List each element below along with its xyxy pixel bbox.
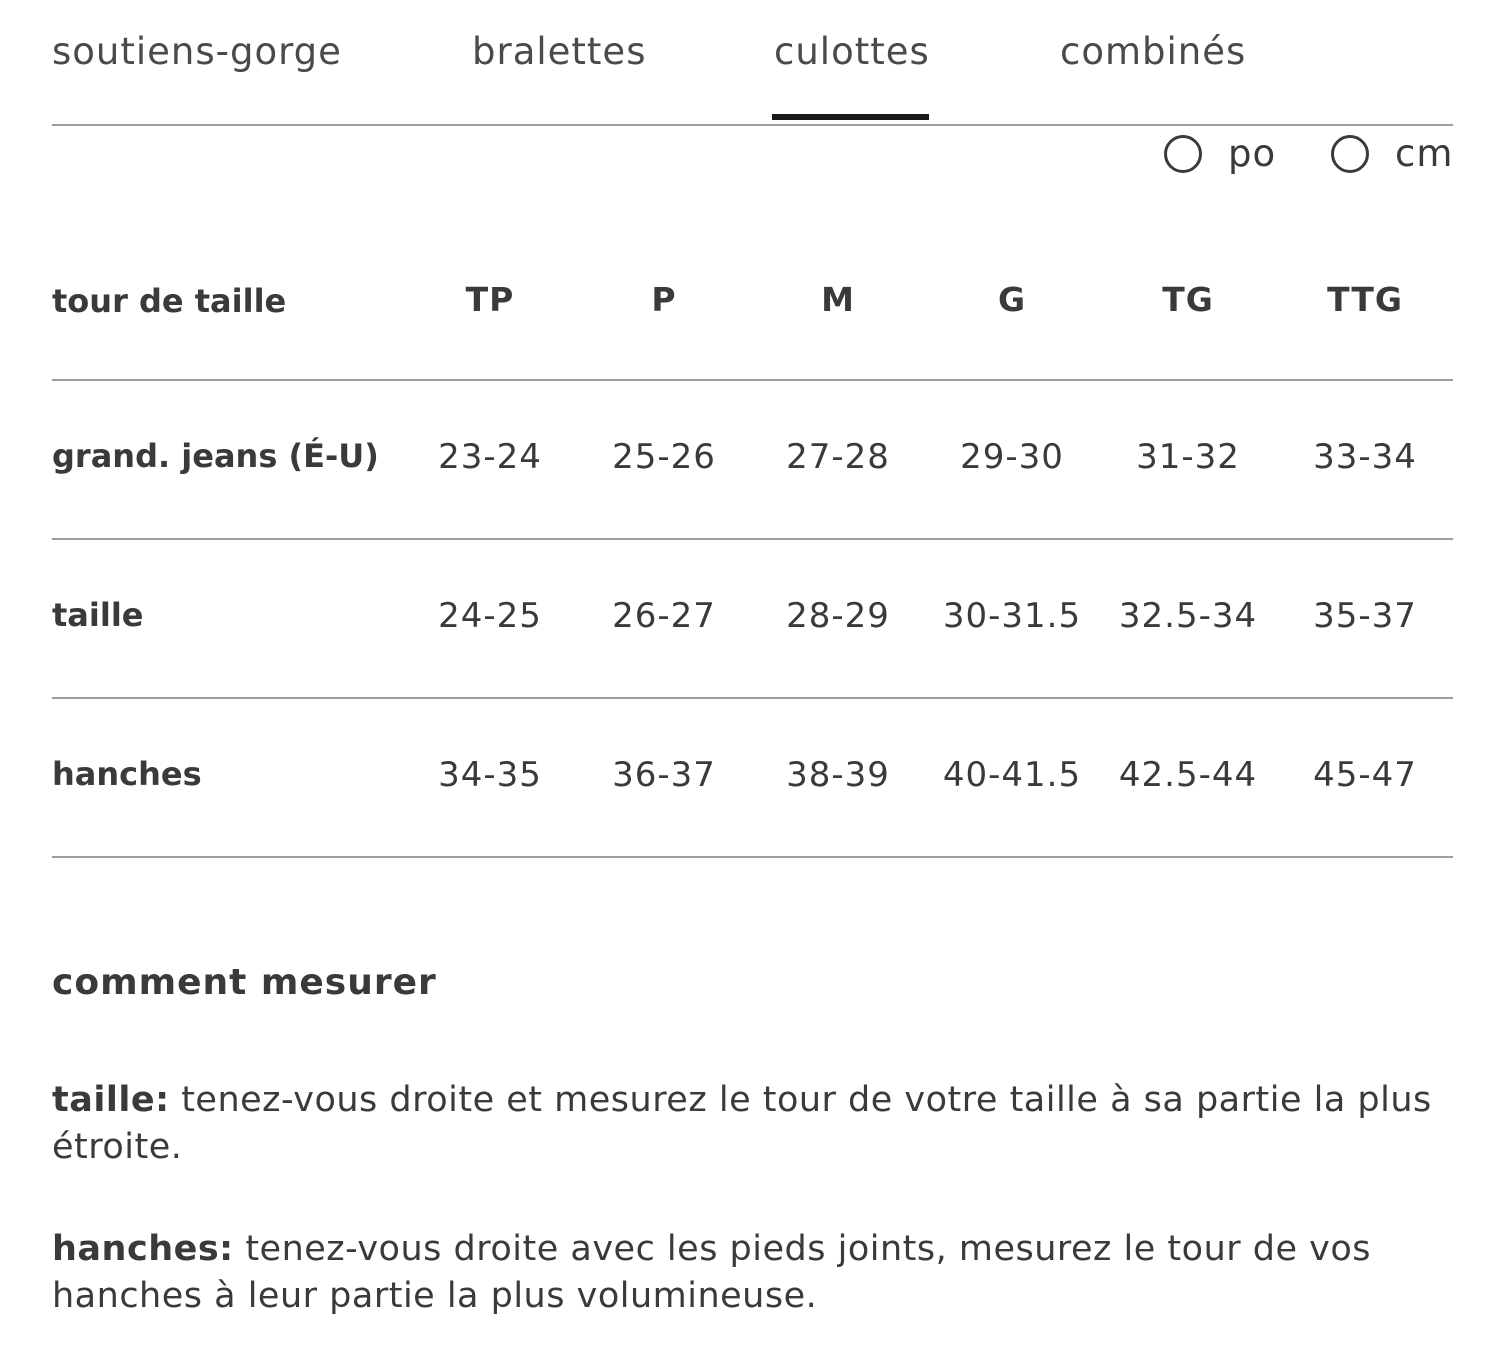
unit-option-po[interactable]	[1164, 132, 1276, 175]
size-header: G	[997, 280, 1027, 319]
unit-option-cm[interactable]	[1331, 132, 1453, 175]
table-row	[52, 540, 1453, 699]
waist-term: taille:	[52, 1080, 170, 1120]
table-row	[52, 381, 1453, 540]
table-cell: 27-28	[786, 437, 890, 477]
hips-text: tenez-vous droite avec les pieds joints, mesurez le tour de vos hanches à leur partie la plus volumineuse.	[52, 1229, 1372, 1316]
table-cell: 45-47	[1313, 755, 1417, 795]
radio-po[interactable]	[1164, 135, 1202, 173]
table-cell: 24-25	[438, 596, 542, 636]
table-cell: 36-37	[612, 755, 716, 795]
table-cell: 42.5-44	[1118, 755, 1258, 795]
row-label-hanches: hanches	[52, 755, 202, 793]
category-tabs	[52, 0, 1453, 126]
table-cell: 38-39	[786, 755, 890, 795]
table-cell: 28-29	[786, 596, 890, 636]
unit-label-cm: cm	[1395, 132, 1454, 175]
header-label: tour de taille	[52, 282, 287, 320]
size-header: TP	[465, 280, 515, 319]
hips-instruction	[52, 1226, 1452, 1320]
waist-text: tenez-vous droite et mesurez le tour de votre taille à sa partie la plus étroite.	[52, 1080, 1432, 1167]
table-cell: 30-31.5	[942, 596, 1082, 636]
size-header: TG	[1162, 280, 1214, 319]
radio-cm[interactable]	[1331, 135, 1369, 173]
size-chart-table	[52, 222, 1453, 858]
active-tab-underline	[772, 114, 929, 120]
table-row	[52, 699, 1453, 858]
table-cell: 31-32	[1136, 437, 1240, 477]
row-label-jeans: grand. jeans (É-U)	[52, 437, 379, 475]
table-cell: 35-37	[1313, 596, 1417, 636]
table-cell: 34-35	[438, 755, 542, 795]
tab-culottes[interactable]: culottes	[774, 30, 930, 73]
tab-bralettes[interactable]: bralettes	[472, 30, 647, 73]
hips-term: hanches:	[52, 1229, 234, 1269]
row-label-taille: taille	[52, 596, 144, 634]
size-header: P	[651, 280, 677, 319]
table-cell: 25-26	[612, 437, 716, 477]
tab-combines[interactable]: combinés	[1060, 30, 1247, 73]
waist-instruction	[52, 1077, 1452, 1171]
how-to-measure-title: comment mesurer	[52, 962, 437, 1003]
table-cell: 32.5-34	[1118, 596, 1258, 636]
table-cell: 33-34	[1313, 437, 1417, 477]
table-cell: 29-30	[960, 437, 1064, 477]
unit-label-po: po	[1228, 132, 1277, 175]
table-cell: 23-24	[438, 437, 542, 477]
tab-soutiens-gorge[interactable]: soutiens-gorge	[52, 30, 342, 73]
table-header-row	[52, 222, 1453, 381]
size-header: TTG	[1327, 280, 1403, 319]
size-header: M	[821, 280, 855, 319]
table-cell: 26-27	[612, 596, 716, 636]
table-cell: 40-41.5	[942, 755, 1082, 795]
